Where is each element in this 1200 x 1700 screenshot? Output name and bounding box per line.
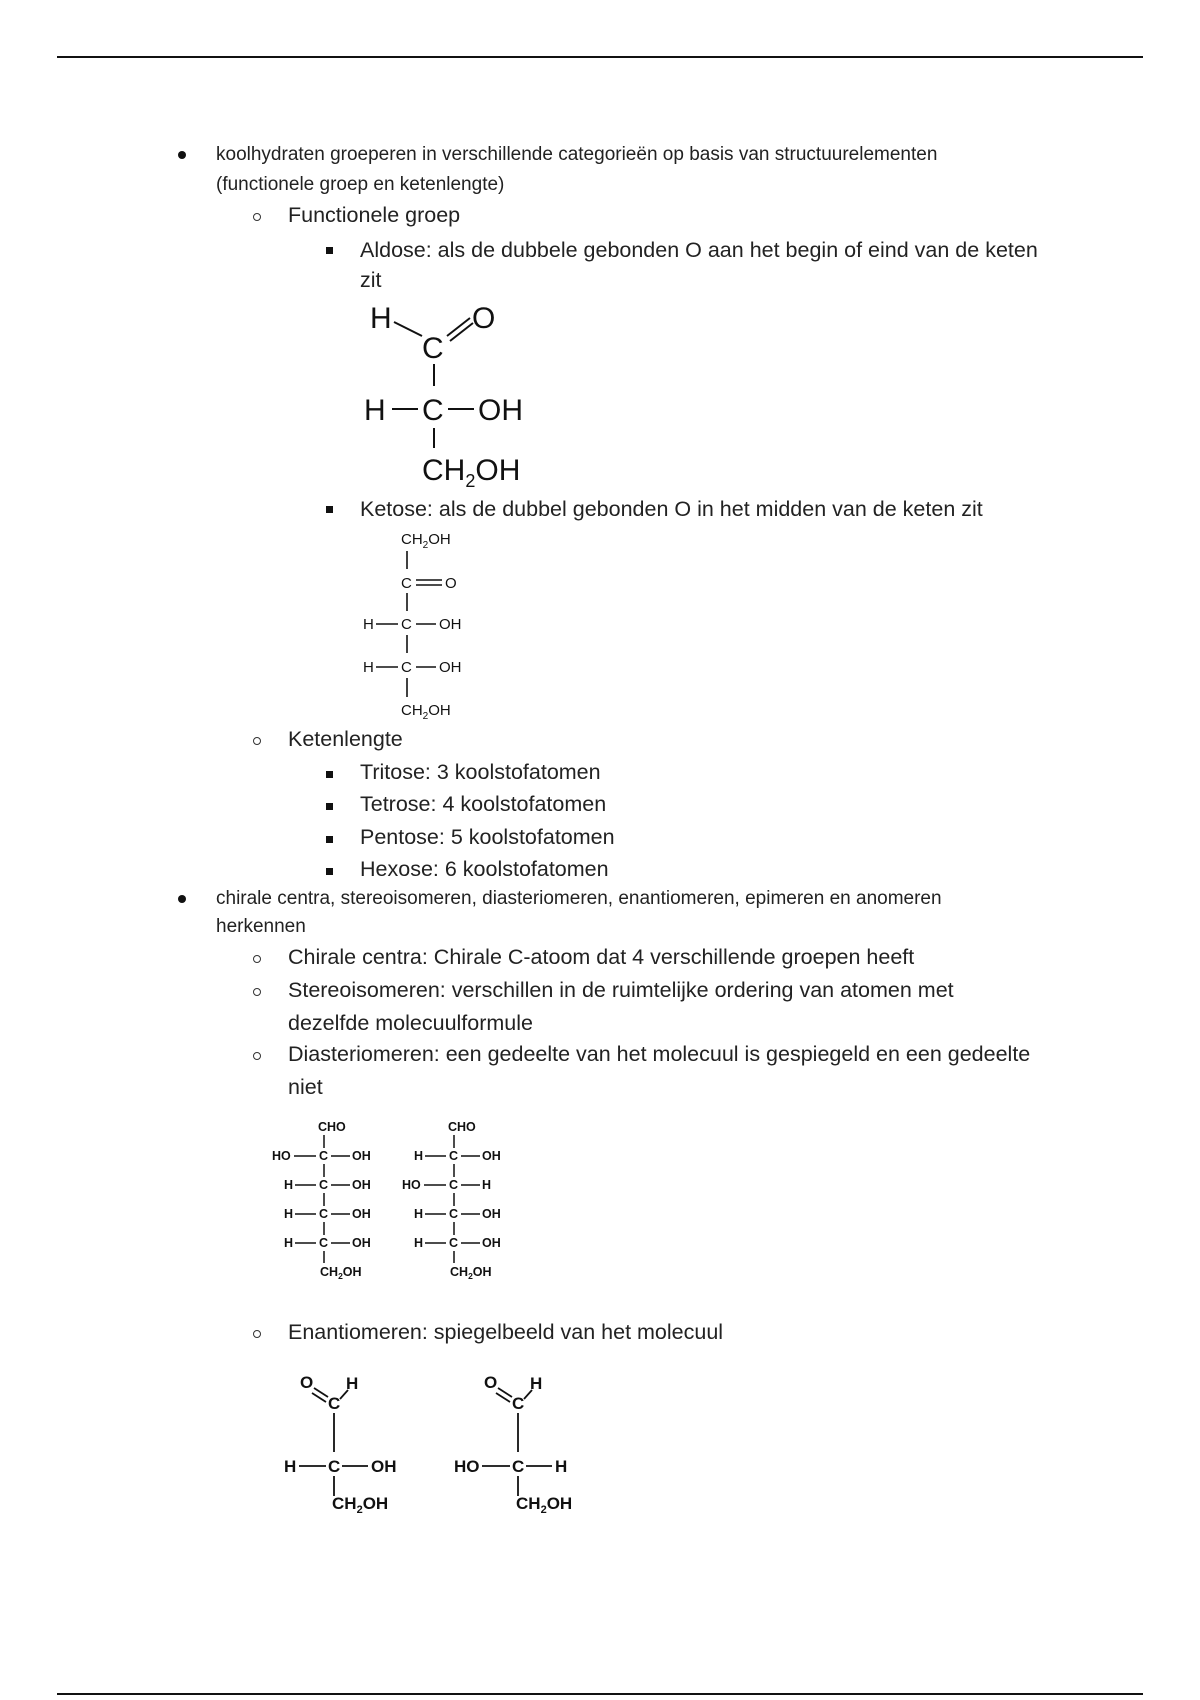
group-oh: OH xyxy=(352,1149,371,1163)
circle-bullet xyxy=(253,1330,261,1338)
group-ch2oh-bottom: $CH_2OH$ xyxy=(401,702,451,722)
square-bullet xyxy=(326,868,333,875)
diasteriomeren-text-cont: niet xyxy=(288,1075,323,1099)
group-oh: OH xyxy=(371,1457,397,1476)
pentose-text: Pentose: 5 koolstofatomen xyxy=(360,825,615,849)
group-ho: HO xyxy=(402,1178,421,1192)
bullet-dot xyxy=(178,895,186,903)
atom-c: C xyxy=(422,332,444,365)
atom-h: H xyxy=(284,1236,294,1250)
group-ch2oh: $CH_2OH$ xyxy=(320,1265,362,1281)
tetrose-text: Tetrose: 4 koolstofatomen xyxy=(360,792,607,816)
circle-bullet xyxy=(253,213,261,221)
atom-h: H xyxy=(284,1207,294,1221)
atom-c: C xyxy=(319,1236,329,1250)
square-bullet xyxy=(326,506,333,513)
group-oh: OH xyxy=(352,1207,371,1221)
atom-h: H xyxy=(284,1178,294,1192)
subheading-functionele-groep: Functionele groep xyxy=(288,203,461,227)
circle-bullet xyxy=(253,988,261,996)
atom-c: C xyxy=(401,575,412,592)
footer-rule xyxy=(57,1693,1143,1695)
subheading-ketenlengte: Ketenlengte xyxy=(288,727,403,751)
enantiomeren-text: Enantiomeren: spiegelbeeld van het molecuul xyxy=(288,1320,724,1344)
ketose-structure xyxy=(360,529,490,722)
enantiomer-structures xyxy=(280,1366,600,1516)
bullet-dot xyxy=(178,151,186,159)
aldose-structure xyxy=(360,298,560,491)
group-oh: OH xyxy=(439,659,462,676)
atom-h: H xyxy=(414,1236,424,1250)
chirale-centra-text: Chirale centra: Chirale C-atoom dat 4 verschillende groepen heeft xyxy=(288,945,915,969)
atom-c: C xyxy=(328,1457,341,1476)
atom-c: C xyxy=(401,616,412,633)
bullet-text-koolhydraten-cont: (functionele groep en ketenlengte) xyxy=(216,174,505,195)
atom-h: H xyxy=(363,616,374,633)
group-cho: CHO xyxy=(318,1120,346,1134)
square-bullet xyxy=(326,247,333,254)
group-ch2oh: $CH_2OH$ xyxy=(450,1265,492,1281)
atom-h: H xyxy=(482,1178,492,1192)
circle-bullet xyxy=(253,955,261,963)
aldose-text-cont: zit xyxy=(360,268,382,292)
atom-o: O xyxy=(300,1373,314,1392)
bullet-text-chirale-cont: herkennen xyxy=(216,916,306,937)
atom-c: C xyxy=(401,659,412,676)
atom-c: C xyxy=(319,1207,329,1221)
atom-h: H xyxy=(414,1149,424,1163)
atom-h: H xyxy=(414,1207,424,1221)
atom-c: C xyxy=(512,1457,525,1476)
circle-bullet xyxy=(253,737,261,745)
circle-bullet xyxy=(253,1052,261,1060)
atom-o: O xyxy=(472,302,496,335)
diasteriomeren-text: Diasteriomeren: een gedeelte van het molecuul is gespiegeld en een gedeelte xyxy=(288,1042,1031,1066)
atom-c: C xyxy=(319,1149,329,1163)
aldose-text: Aldose: als de dubbele gebonden O aan het begin of eind van de keten xyxy=(360,238,1038,262)
group-ch2oh: $CH_2OH$ xyxy=(422,454,521,491)
group-ch2oh: $CH_2OH$ xyxy=(332,1494,389,1516)
atom-h: H xyxy=(363,659,374,676)
atom-c: C xyxy=(449,1178,459,1192)
atom-h: H xyxy=(555,1457,568,1476)
stereoisomeren-text: Stereoisomeren: verschillen in de ruimtelijke ordering van atomen met xyxy=(288,978,954,1002)
group-oh: OH xyxy=(352,1178,371,1192)
group-oh: OH xyxy=(482,1207,501,1221)
square-bullet xyxy=(326,836,333,843)
stereoisomeren-text-cont: dezelfde molecuulformule xyxy=(288,1011,533,1035)
group-oh: OH xyxy=(482,1236,501,1250)
atom-h: H xyxy=(530,1374,543,1393)
bullet-text-chirale: chirale centra, stereoisomeren, diasteriomeren, enantiomeren, epimeren en anomeren xyxy=(216,888,942,909)
atom-c: C xyxy=(512,1394,525,1413)
group-cho: CHO xyxy=(448,1120,476,1134)
atom-c: C xyxy=(449,1207,459,1221)
group-oh: OH xyxy=(352,1236,371,1250)
atom-c: C xyxy=(328,1394,341,1413)
atom-c: C xyxy=(449,1149,459,1163)
atom-h: H xyxy=(370,302,392,335)
square-bullet xyxy=(326,771,333,778)
group-oh: OH xyxy=(439,616,462,633)
header-rule xyxy=(57,56,1143,58)
atom-c-center: C xyxy=(422,394,444,427)
group-ch2oh: $CH_2OH$ xyxy=(516,1494,573,1516)
group-oh: OH xyxy=(478,394,523,427)
atom-o: O xyxy=(445,575,457,592)
diastereomer-structures xyxy=(270,1116,530,1286)
hexose-text: Hexose: 6 koolstofatomen xyxy=(360,857,609,881)
bullet-text-koolhydraten: koolhydraten groeperen in verschillende categorieën op basis van structuurelementen xyxy=(216,144,938,165)
atom-h: H xyxy=(284,1457,297,1476)
atom-o: O xyxy=(484,1373,498,1392)
atom-h-left: H xyxy=(364,394,386,427)
group-oh: OH xyxy=(482,1149,501,1163)
atom-c: C xyxy=(449,1236,459,1250)
atom-c: C xyxy=(319,1178,329,1192)
group-ho: HO xyxy=(454,1457,480,1476)
square-bullet xyxy=(326,803,333,810)
tritose-text: Tritose: 3 koolstofatomen xyxy=(360,760,601,784)
ketose-text: Ketose: als de dubbel gebonden O in het midden van de keten zit xyxy=(360,497,983,521)
group-ch2oh-top: $CH_2OH$ xyxy=(401,531,451,551)
atom-h: H xyxy=(346,1374,359,1393)
group-ho: HO xyxy=(272,1149,291,1163)
